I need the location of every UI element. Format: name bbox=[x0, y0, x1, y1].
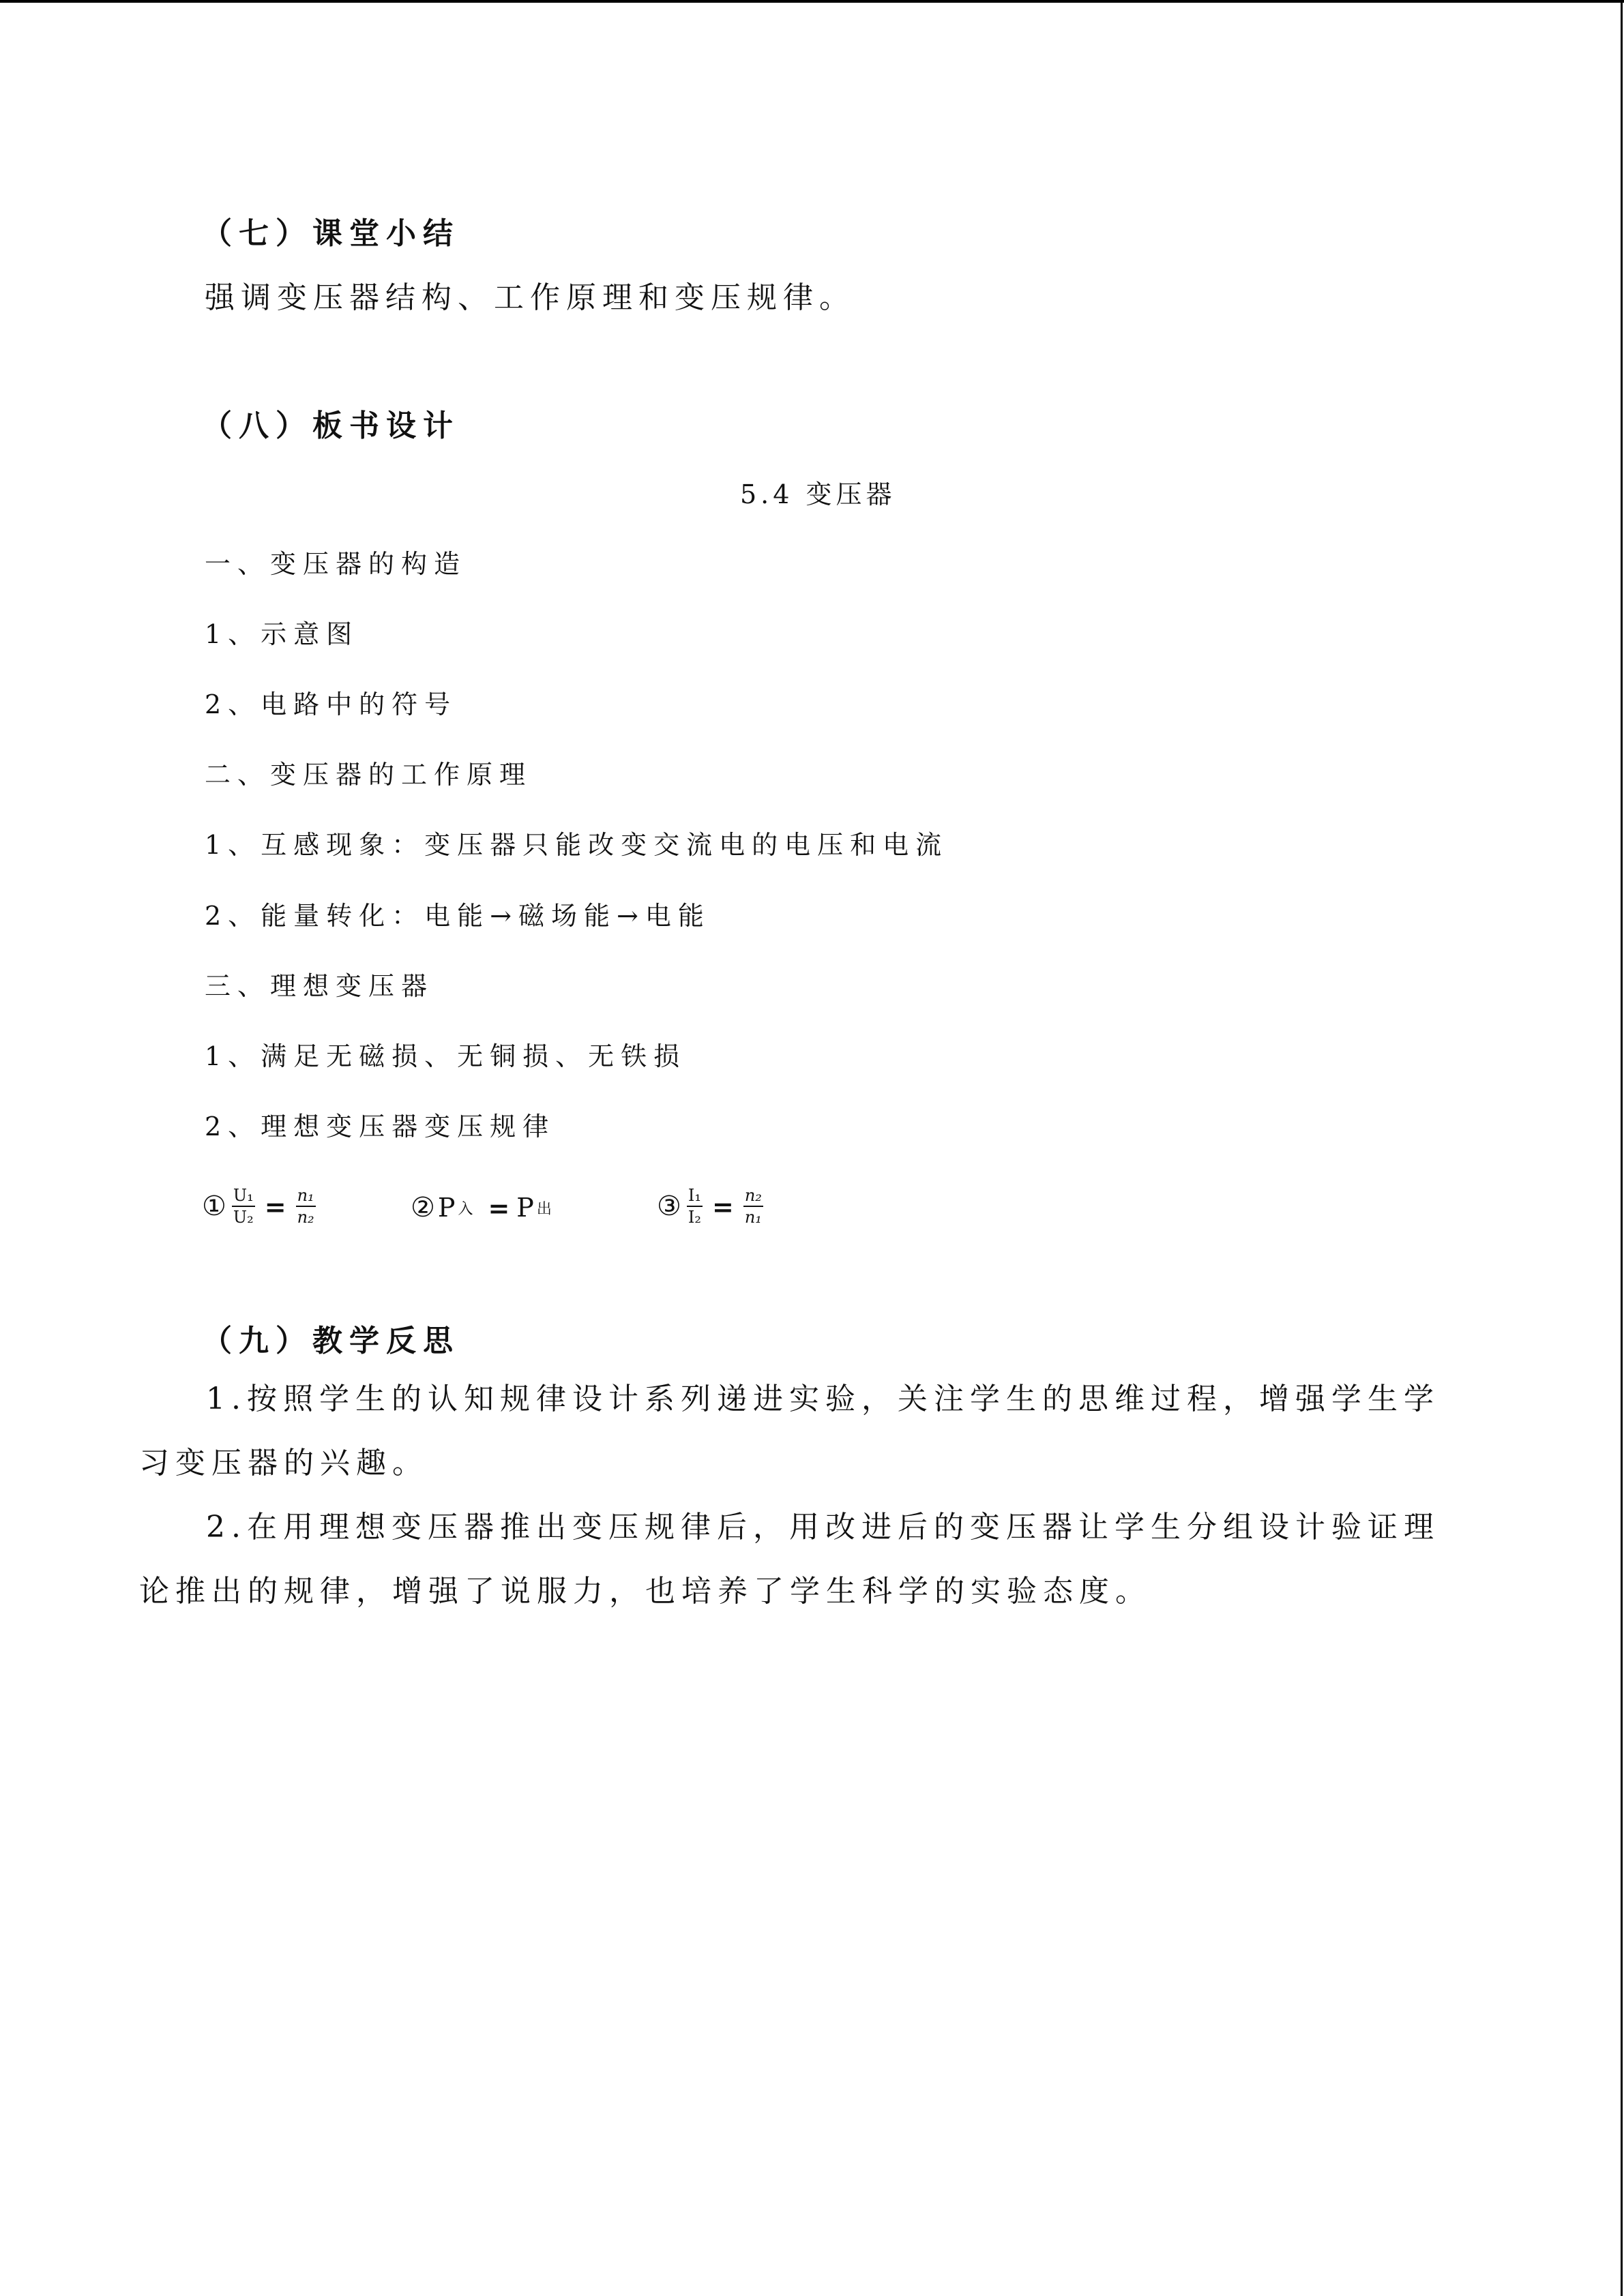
outline-item: 三、理想变压器 bbox=[205, 971, 434, 1001]
outline-item: 二、变压器的工作原理 bbox=[205, 760, 533, 790]
board-title: 5.4 变压器 bbox=[740, 479, 896, 509]
summary-text: 强调变压器结构、工作原理和变压规律。 bbox=[205, 280, 855, 315]
outline-item: 2、理想变压器变压规律 bbox=[205, 1112, 556, 1142]
board-design-heading: （八）板书设计 bbox=[202, 408, 460, 443]
outline-item: 2、电路中的符号 bbox=[205, 689, 458, 719]
circled-number: ③ bbox=[657, 1191, 681, 1222]
page-right-border bbox=[1621, 0, 1623, 2296]
fraction-voltage: $\frac{\text{U₁}}{\text{U₂}}$ bbox=[233, 1186, 254, 1227]
reflection-heading: （九）教学反思 bbox=[202, 1324, 460, 1358]
outline-item: 2、能量转化：电能→磁场能→电能 bbox=[205, 901, 711, 931]
formula-voltage-ratio: ① $\frac{\text{U₁}}{\text{U₂}}$ = $\frac{\text{n₁}}{\text{n₂}}$ bbox=[202, 1186, 314, 1227]
outline-item: 一、变压器的构造 bbox=[205, 549, 467, 579]
outline-item: 1、示意图 bbox=[205, 619, 359, 649]
outline-item: 1、互感现象：变压器只能改变交流电的电压和电流 bbox=[205, 830, 949, 860]
fraction-turns: $\frac{\text{n₁}}{\text{n₂}}$ bbox=[297, 1186, 314, 1227]
formula-power-equality: ② P 入 = P 出 bbox=[411, 1192, 552, 1223]
reflection-paragraph: 1.按照学生的认知规律设计系列递进实验，关注学生的思维过程，增强学生学习变压器的兴趣。 bbox=[139, 1382, 1440, 1480]
fraction-turns: $\frac{\text{n₂}}{\text{n₁}}$ bbox=[744, 1186, 762, 1227]
outline-item: 1、满足无磁损、无铜损、无铁损 bbox=[205, 1041, 687, 1071]
fraction-current: $\frac{\text{I₁}}{\text{I₂}}$ bbox=[688, 1186, 701, 1227]
page-top-border bbox=[0, 0, 1624, 3]
formula-current-ratio: ③ $\frac{\text{I₁}}{\text{I₂}}$ = $\frac{\text{n₂}}{\text{n₁}}$ bbox=[657, 1186, 762, 1227]
circled-number: ② bbox=[411, 1192, 435, 1223]
reflection-paragraph: 2.在用理想变压器推出变压规律后，用改进后的变压器让学生分组设计验证理论推出的规律，增强了说服力，也培养了学生科学的实验态度。 bbox=[139, 1510, 1440, 1609]
circled-number: ① bbox=[202, 1191, 226, 1222]
summary-heading: （七）课堂小结 bbox=[202, 216, 460, 251]
